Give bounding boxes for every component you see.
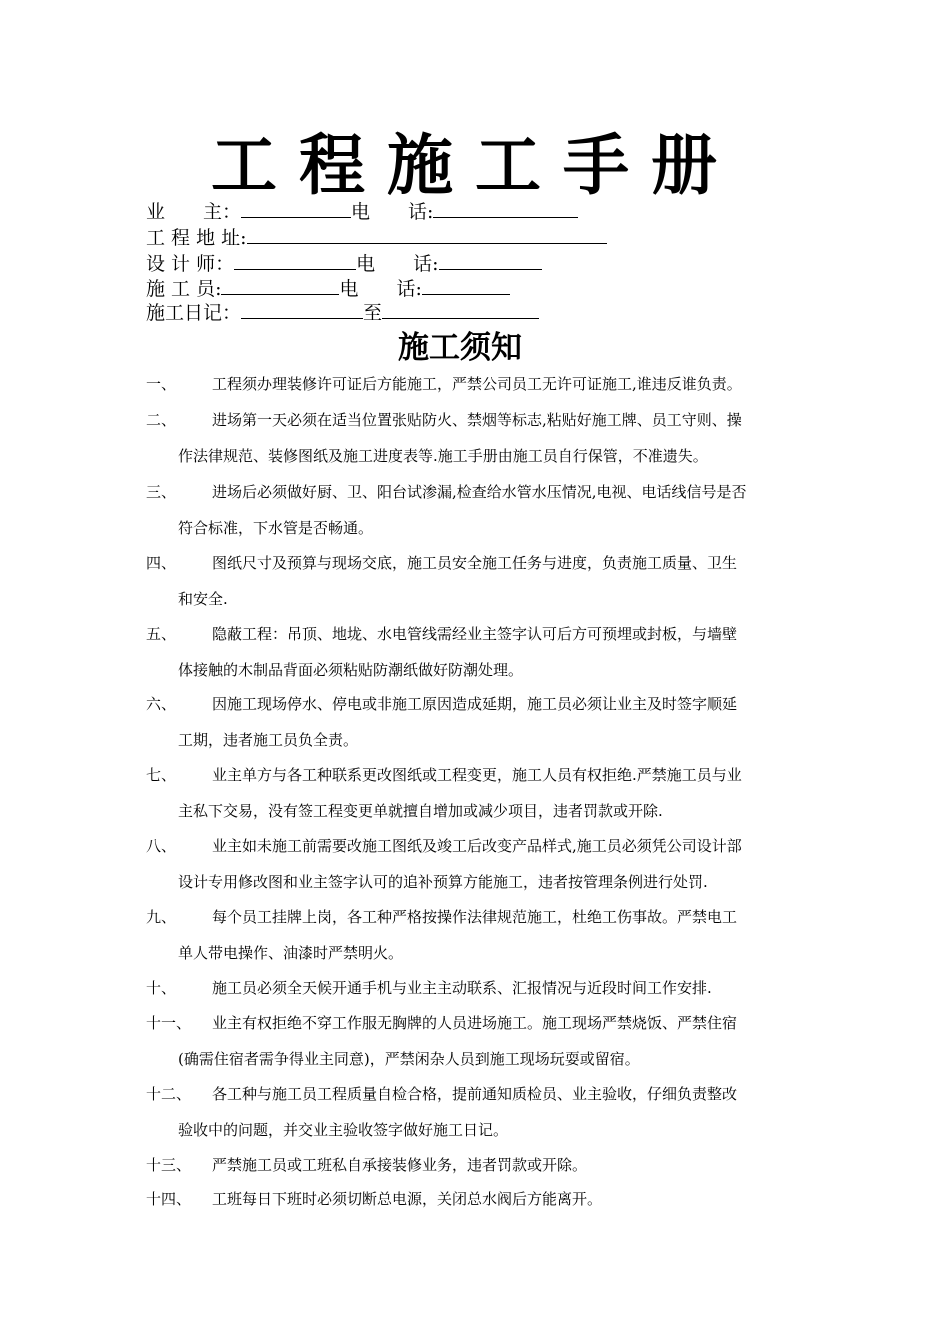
address-row xyxy=(146,225,607,250)
rule-number: 六、 xyxy=(146,695,177,713)
rule-text: 施工员必须全天候开通手机与业主主动联系、汇报情况与近段时间工作安排. xyxy=(212,979,712,997)
rule-number: 五、 xyxy=(146,625,177,643)
rule-text-continued: 和安全. xyxy=(178,590,228,608)
rule-text: 隐蔽工程：吊顶、地垅、水电管线需经业主签字认可后方可预埋或封板，与墙壁 xyxy=(212,625,738,643)
rule-number: 七、 xyxy=(146,766,177,784)
notice-title: 施工须知 xyxy=(398,330,522,366)
address-label: 工 程 地 址: xyxy=(146,227,247,249)
constructor-phone-label: 电 话: xyxy=(339,278,422,300)
rule-text: 业主单方与各工种联系更改图纸或工程变更，施工人员有权拒绝.严禁施工员与业 xyxy=(212,766,742,784)
document-title: 工程施工手册 xyxy=(211,127,739,204)
designer-phone-blank xyxy=(439,251,542,270)
diary-label: 施工日记： xyxy=(146,302,242,324)
constructor-label: 施 工 员: xyxy=(146,278,222,300)
owner-phone-blank xyxy=(433,199,578,218)
owner-blank xyxy=(241,199,351,218)
designer-label: 设 计 师： xyxy=(146,253,235,275)
diary-from-blank xyxy=(241,300,363,319)
rule-number: 三、 xyxy=(146,483,177,501)
rule-text-continued: 工期，违者施工员负全责。 xyxy=(178,731,359,749)
rule-text-continued: (确需住宿者需争得业主同意)，严禁闲杂人员到施工现场玩耍或留宿。 xyxy=(178,1050,640,1068)
rule-text-continued: 符合标准，下水管是否畅通。 xyxy=(178,519,374,537)
rule-number: 二、 xyxy=(146,411,177,429)
rule-number: 四、 xyxy=(146,554,177,572)
designer-blank xyxy=(234,251,356,270)
rule-text: 每个员工挂牌上岗，各工种严格按操作法律规范施工，杜绝工伤事故。严禁电工 xyxy=(212,908,738,926)
designer-row xyxy=(146,251,542,276)
constructor-blank xyxy=(221,276,339,295)
rule-text: 严禁施工员或工班私自承接装修业务，违者罚款或开除。 xyxy=(212,1156,588,1174)
rule-text: 工班每日下班时必须切断总电源，关闭总水阀后方能离开。 xyxy=(212,1190,603,1208)
rule-text: 各工种与施工员工程质量自检合格，提前通知质检员、业主验收，仔细负责整改 xyxy=(212,1085,738,1103)
rule-text: 进场后必须做好厨、卫、阳台试渗漏,检查给水管水压情况,电视、电话线信号是否 xyxy=(212,483,747,501)
owner-phone-label: 电 话: xyxy=(351,201,434,223)
diary-to-label: 至 xyxy=(363,302,383,324)
rule-number: 十一、 xyxy=(146,1014,192,1032)
rule-text: 工程须办理装修许可证后方能施工，严禁公司员工无许可证施工,谁违反谁负责。 xyxy=(212,375,742,393)
rule-number: 八、 xyxy=(146,837,177,855)
rule-text-continued: 主私下交易，没有签工程变更单就擅自增加或减少项目，违者罚款或开除. xyxy=(178,802,663,820)
rule-text-continued: 验收中的问题，并交业主验收签字做好施工日记。 xyxy=(178,1121,509,1139)
owner-label: 业 主： xyxy=(146,201,242,223)
rule-text: 业主如未施工前需要改施工图纸及竣工后改变产品样式,施工员必须凭公司设计部 xyxy=(212,837,742,855)
rule-text: 进场第一天必须在适当位置张贴防火、禁烟等标志,粘贴好施工牌、员工守则、操 xyxy=(212,411,742,429)
rule-text-continued: 设计专用修改图和业主签字认可的追补预算方能施工，违者按管理条例进行处罚. xyxy=(178,873,708,891)
designer-phone-label: 电 话: xyxy=(356,253,439,275)
rule-text-continued: 作法律规范、装修图纸及施工进度表等.施工手册由施工员自行保管，不准遗失。 xyxy=(178,447,708,465)
rule-text-continued: 体接触的木制品背面必须粘贴防潮纸做好防潮处理。 xyxy=(178,661,524,679)
diary-to-blank xyxy=(382,300,539,319)
rule-text: 图纸尺寸及预算与现场交底，施工员安全施工任务与进度，负责施工质量、卫生 xyxy=(212,554,738,572)
rule-number: 十、 xyxy=(146,979,177,997)
rule-text: 因施工现场停水、停电或非施工原因造成延期，施工员必须让业主及时签字顺延 xyxy=(212,695,738,713)
rule-number: 十四、 xyxy=(146,1190,192,1208)
constructor-phone-blank xyxy=(422,276,510,295)
rule-number: 十二、 xyxy=(146,1085,192,1103)
rule-number: 九、 xyxy=(146,908,177,926)
owner-row xyxy=(146,199,578,224)
rule-number: 十三、 xyxy=(146,1156,192,1174)
constructor-row xyxy=(146,276,510,301)
rule-text: 业主有权拒绝不穿工作服无胸牌的人员进场施工。施工现场严禁烧饭、严禁住宿 xyxy=(212,1014,738,1032)
diary-row xyxy=(146,300,539,325)
address-blank xyxy=(247,225,607,244)
rule-text-continued: 单人带电操作、油漆时严禁明火。 xyxy=(178,944,404,962)
rule-number: 一、 xyxy=(146,375,177,393)
